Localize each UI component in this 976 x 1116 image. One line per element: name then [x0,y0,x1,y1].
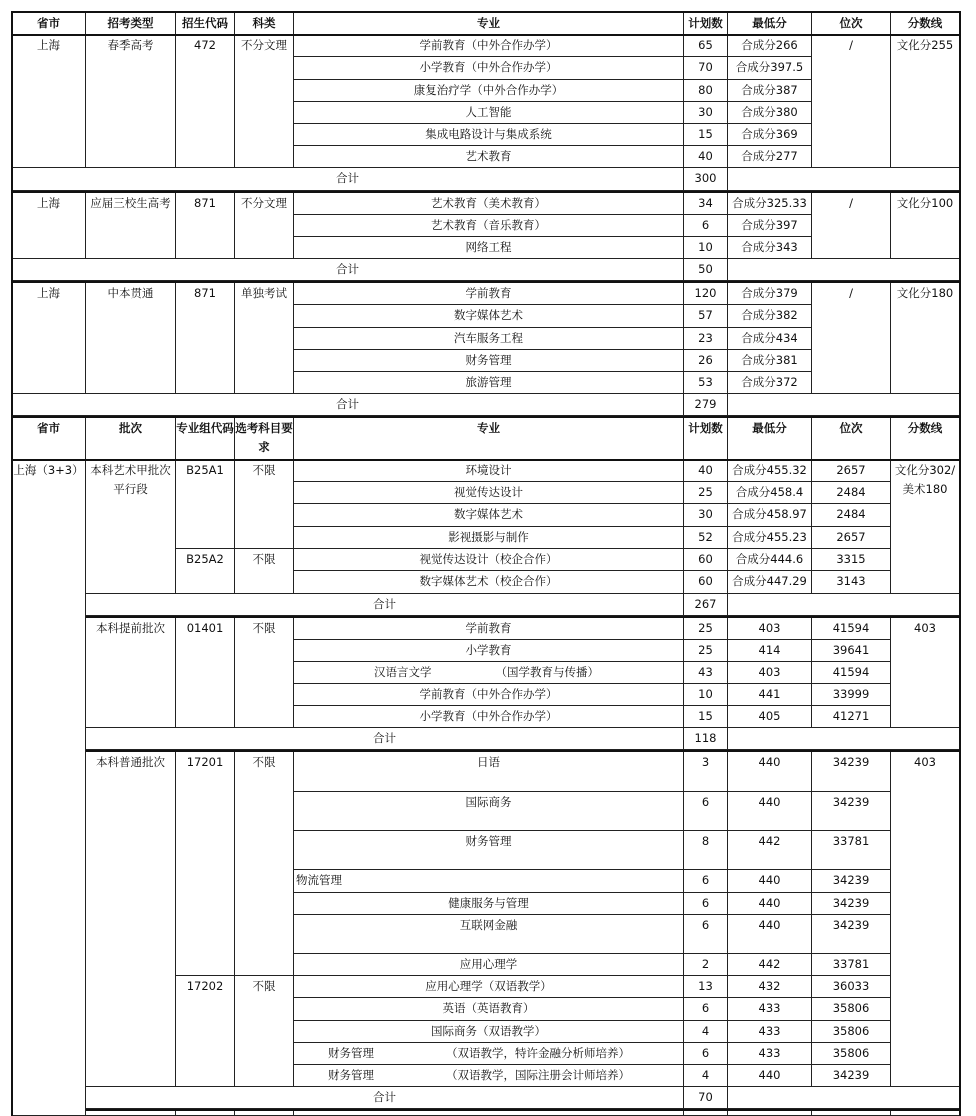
plan-cell: 15 [684,706,728,728]
next-row-stub [294,1111,684,1116]
min-score-cell: 合成分380 [728,102,812,124]
rank-cell: 33781 [812,831,891,870]
major-cell: 小学教育（中外合作办学） [294,706,684,728]
plan-cell: 8 [684,831,728,870]
major-cell: 学前教育 [294,618,684,640]
plan-cell: 2 [684,954,728,976]
column-header-2-province: 省市 [12,418,86,460]
table-rule [11,11,13,1116]
column-header-province: 省市 [12,12,86,35]
major-name: 汉语言文学 [374,665,432,679]
major-cell: 网络工程 [294,237,684,259]
plan-cell: 53 [684,372,728,394]
column-header-2-req: 选考科目要求 [235,418,294,460]
plan-cell: 6 [684,998,728,1021]
table-rule [12,459,960,461]
major-cell: 艺术教育 [294,146,684,168]
total-label: 合计 [12,259,684,281]
plan-cell: 23 [684,328,728,350]
min-score-cell: 合成分455.23 [728,527,812,549]
column-header-line: 分数线 [891,12,960,35]
column-header-2-plan: 计划数 [684,418,728,460]
major-cell: 人工智能 [294,102,684,124]
table-rule [11,11,961,13]
major-cell: 影视摄影与制作 [294,527,684,549]
batch-cell: 本科提前批次 [86,618,176,728]
min-score-cell: 合成分382 [728,305,812,328]
total-blank [728,259,960,281]
major-cell: 汽车服务工程 [294,328,684,350]
min-score-cell: 合成分387 [728,80,812,102]
major-cell: 物流管理 [294,870,684,893]
plan-cell: 30 [684,504,728,527]
next-row-stub [728,1111,812,1116]
table-rule [86,616,960,618]
rank-cell: 36033 [812,976,891,998]
table-rule [86,1109,960,1111]
column-header-plan: 计划数 [684,12,728,35]
total-label: 合计 [12,394,684,416]
rank-cell: 35806 [812,998,891,1021]
rank-cell: 34239 [812,792,891,831]
major-cell [294,1065,684,1087]
major-note: （国学教育与传播） [495,665,599,679]
plan-cell: 10 [684,684,728,706]
column-header-2-min: 最低分 [728,418,812,460]
major-cell: 国际商务 [294,792,684,831]
plan-cell: 25 [684,618,728,640]
column-header-2-rank: 位次 [812,418,891,460]
batch-cell: 本科普通批次 [86,752,176,1087]
plan-cell: 26 [684,350,728,372]
min-score-cell: 414 [728,640,812,662]
plan-cell: 60 [684,549,728,571]
rank-cell: 34239 [812,870,891,893]
plan-cell: 10 [684,237,728,259]
major-cell [294,662,684,684]
min-score-cell: 440 [728,1065,812,1087]
min-score-cell: 440 [728,870,812,893]
group-code-cell: B25A1 [176,460,235,549]
major-cell: 数字媒体艺术（校企合作） [294,571,684,594]
major-cell: 学前教育（中外合作办学） [294,684,684,706]
column-header-type: 招考类型 [86,12,176,35]
rank-cell: 34239 [812,1065,891,1087]
plan-cell: 6 [684,1043,728,1065]
major-cell: 英语（英语教育） [294,998,684,1021]
min-score-cell: 440 [728,915,812,954]
min-score-cell: 合成分379 [728,283,812,305]
next-row-stub [86,1111,176,1116]
rank-cell: 2484 [812,482,891,504]
admission-code-cell: 871 [176,283,235,394]
min-score-cell: 440 [728,792,812,831]
major-cell: 环境设计 [294,460,684,482]
next-row-stub [684,1111,728,1116]
major-cell: 学前教育（中外合作办学） [294,35,684,57]
min-score-cell: 合成分381 [728,350,812,372]
plan-cell: 30 [684,102,728,124]
plan-cell: 65 [684,35,728,57]
score-line-cell: 文化分255 [891,35,960,168]
total-plan: 279 [684,394,728,416]
rank-cell: 35806 [812,1043,891,1065]
rank-cell: 3315 [812,549,891,571]
min-score-cell: 合成分277 [728,146,812,168]
min-score-cell: 442 [728,954,812,976]
plan-cell: 6 [684,215,728,237]
plan-cell: 4 [684,1021,728,1043]
major-cell: 集成电路设计与集成系统 [294,124,684,146]
plan-cell: 6 [684,870,728,893]
rank-cell: / [812,35,891,168]
min-score-cell: 合成分266 [728,35,812,57]
major-name: 财务管理 [328,1068,374,1082]
major-cell: 应用心理学（双语教学） [294,976,684,998]
major-cell: 健康服务与管理 [294,893,684,915]
table-rule [12,34,960,36]
column-header-min: 最低分 [728,12,812,35]
total-blank [728,168,960,191]
min-score-cell: 合成分458.4 [728,482,812,504]
min-score-cell: 441 [728,684,812,706]
requirement-cell: 不限 [235,752,294,976]
rank-cell: / [812,283,891,394]
admission-code-cell: 871 [176,193,235,259]
min-score-cell: 合成分397 [728,215,812,237]
min-score-cell: 合成分447.29 [728,571,812,594]
total-label: 合计 [12,168,684,191]
group-code-cell: 01401 [176,618,235,728]
major-name: 财务管理 [328,1046,374,1060]
total-plan: 50 [684,259,728,281]
province-cell: 上海 [12,193,86,259]
min-score-cell: 403 [728,618,812,640]
major-note: （双语教学，特许金融分析师培养） [446,1046,630,1060]
min-score-cell: 合成分372 [728,372,812,394]
plan-cell: 60 [684,571,728,594]
requirement-cell: 不限 [235,549,294,594]
subject-cell: 不分文理 [235,35,294,168]
column-header-major: 专业 [294,12,684,35]
plan-cell: 6 [684,792,728,831]
column-header-2-batch: 批次 [86,418,176,460]
major-cell: 财务管理 [294,831,684,870]
rank-cell: 34239 [812,752,891,792]
min-score-cell: 合成分369 [728,124,812,146]
major-cell: 视觉传达设计 [294,482,684,504]
rank-cell: 2657 [812,460,891,482]
major-note: （双语教学，国际注册会计师培养） [446,1068,630,1082]
plan-cell: 80 [684,80,728,102]
major-cell [294,1043,684,1065]
column-header-subject: 科类 [235,12,294,35]
min-score-cell: 合成分325.33 [728,193,812,215]
rank-cell: 41594 [812,662,891,684]
subject-cell: 单独考试 [235,283,294,394]
total-blank [728,394,960,416]
min-score-cell: 合成分455.32 [728,460,812,482]
plan-cell: 40 [684,460,728,482]
min-score-cell: 433 [728,1021,812,1043]
province-cell: 上海 [12,283,86,394]
next-row-stub [235,1111,294,1116]
total-plan: 267 [684,594,728,616]
total-label: 合计 [86,728,684,750]
rank-cell: 2657 [812,527,891,549]
score-line-cell: 403 [891,618,960,728]
plan-cell: 4 [684,1065,728,1087]
plan-cell: 3 [684,752,728,792]
plan-cell: 120 [684,283,728,305]
table-rule [12,281,960,283]
plan-cell: 70 [684,57,728,80]
rank-cell: 34239 [812,893,891,915]
major-cell: 应用心理学 [294,954,684,976]
subject-cell: 不分文理 [235,193,294,259]
min-score-cell: 合成分458.97 [728,504,812,527]
column-header-2-major: 专业 [294,418,684,460]
major-cell: 小学教育（中外合作办学） [294,57,684,80]
plan-cell: 6 [684,893,728,915]
min-score-cell: 合成分397.5 [728,57,812,80]
score-line-cell: 文化分100 [891,193,960,259]
rank-cell: 34239 [812,915,891,954]
column-header-rank: 位次 [812,12,891,35]
plan-cell: 57 [684,305,728,328]
min-score-cell: 405 [728,706,812,728]
min-score-cell: 403 [728,662,812,684]
total-label: 合计 [86,594,684,616]
major-cell: 旅游管理 [294,372,684,394]
min-score-cell: 433 [728,998,812,1021]
province-cell-3plus3: 上海（3+3） [12,460,86,1116]
major-cell: 康复治疗学（中外合作办学） [294,80,684,102]
next-row-stub [812,1111,891,1116]
plan-cell: 34 [684,193,728,215]
total-blank [728,1087,960,1109]
major-cell: 互联网金融 [294,915,684,954]
major-cell: 艺术教育（美术教育） [294,193,684,215]
total-label: 合计 [86,1087,684,1109]
requirement-cell: 不限 [235,618,294,728]
major-cell: 艺术教育（音乐教育） [294,215,684,237]
plan-cell: 15 [684,124,728,146]
min-score-cell: 433 [728,1043,812,1065]
total-plan: 70 [684,1087,728,1109]
table-rule [86,750,960,752]
plan-cell: 43 [684,662,728,684]
table-rule [12,416,960,418]
major-cell: 日语 [294,752,684,792]
column-header-code: 招生代码 [176,12,235,35]
min-score-cell: 合成分434 [728,328,812,350]
rank-cell: 41271 [812,706,891,728]
min-score-cell: 合成分444.6 [728,549,812,571]
plan-cell: 25 [684,640,728,662]
min-score-cell: 442 [728,831,812,870]
score-line-cell: 文化分180 [891,283,960,394]
rank-cell: 33999 [812,684,891,706]
admission-type-cell: 应届三校生高考 [86,193,176,259]
next-row-stub [176,1111,235,1116]
rank-cell: / [812,193,891,259]
rank-cell: 33781 [812,954,891,976]
admission-code-cell: 472 [176,35,235,168]
major-cell: 数字媒体艺术 [294,305,684,328]
group-code-cell: B25A2 [176,549,235,594]
rank-cell: 41594 [812,618,891,640]
rank-cell: 3143 [812,571,891,594]
major-cell: 数字媒体艺术 [294,504,684,527]
major-cell: 小学教育 [294,640,684,662]
min-score-cell: 440 [728,893,812,915]
min-score-cell: 440 [728,752,812,792]
total-blank [728,728,960,750]
table-rule [959,11,961,1116]
column-header-2-group: 专业组代码 [176,418,235,460]
total-plan: 118 [684,728,728,750]
plan-cell: 6 [684,915,728,954]
plan-cell: 52 [684,527,728,549]
major-cell: 财务管理 [294,350,684,372]
min-score-cell: 合成分343 [728,237,812,259]
major-cell: 视觉传达设计（校企合作） [294,549,684,571]
major-cell: 国际商务（双语教学） [294,1021,684,1043]
plan-cell: 40 [684,146,728,168]
total-blank [728,594,960,616]
requirement-cell: 不限 [235,976,294,1087]
table-rule [12,191,960,193]
admission-type-cell: 春季高考 [86,35,176,168]
total-plan: 300 [684,168,728,191]
rank-cell: 35806 [812,1021,891,1043]
rank-cell: 39641 [812,640,891,662]
admission-type-cell: 中本贯通 [86,283,176,394]
group-code-cell: 17202 [176,976,235,1087]
column-header-2-line: 分数线 [891,418,960,460]
score-line-cell: 403 [891,752,960,1087]
min-score-cell: 432 [728,976,812,998]
plan-cell: 25 [684,482,728,504]
group-code-cell: 17201 [176,752,235,976]
score-line-cell: 文化分302/美术180 [891,460,960,594]
plan-cell: 13 [684,976,728,998]
requirement-cell: 不限 [235,460,294,549]
next-row-stub [891,1111,960,1116]
batch-cell: 本科艺术甲批次平行段 [86,460,176,594]
province-cell: 上海 [12,35,86,168]
major-cell: 学前教育 [294,283,684,305]
rank-cell: 2484 [812,504,891,527]
